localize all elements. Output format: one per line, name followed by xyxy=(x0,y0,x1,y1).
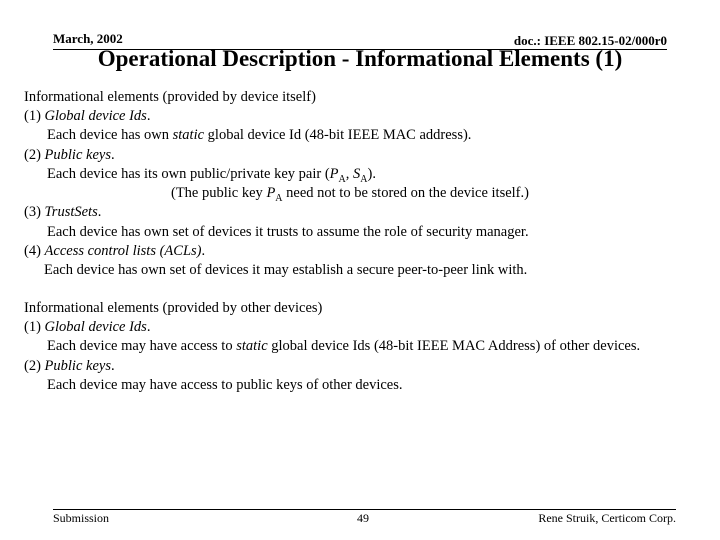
item-punct: . xyxy=(110,358,115,374)
subscript: A xyxy=(338,173,346,185)
item-term: Public keys xyxy=(44,147,111,163)
desc-text: Each device has its own public/private key pair ( xyxy=(47,166,330,182)
header-doc-id: doc.: IEEE 802.15-02/000r0 xyxy=(513,33,667,48)
key-symbol: P xyxy=(329,166,339,182)
note-text: (The public key xyxy=(171,185,267,201)
desc-text: Each device may have access to xyxy=(47,338,237,354)
item-number: (3) xyxy=(24,204,45,220)
desc-emphasis: static xyxy=(172,127,205,143)
item-number: (4) xyxy=(24,243,45,259)
note-text: need not to be stored on the device itself.) xyxy=(282,185,529,201)
item-punct: . xyxy=(146,319,151,335)
footer-author: Rene Struik, Certicom Corp. xyxy=(538,511,676,525)
section1-item1-desc xyxy=(47,127,471,144)
section1-item1 xyxy=(24,108,150,125)
item-term: Global device Ids xyxy=(44,319,147,335)
item-punct: . xyxy=(201,243,206,259)
desc-text: ). xyxy=(367,166,376,182)
section2-heading: Informational elements (provided by other devices) xyxy=(24,300,323,316)
section1-item2-desc xyxy=(47,166,376,183)
footer-rule xyxy=(53,509,676,510)
section1-item2-note xyxy=(171,185,529,202)
section1-item4-desc: Each device has own set of devices it may establish a secure peer-to-peer link with. xyxy=(44,262,528,278)
item-term: Global device Ids xyxy=(44,108,147,124)
section1-item3 xyxy=(24,204,101,221)
item-punct: . xyxy=(97,204,102,220)
item-number: (2) xyxy=(24,358,45,374)
item-punct: . xyxy=(110,147,115,163)
header-date: March, 2002 xyxy=(53,31,123,46)
section1-item4 xyxy=(24,243,205,260)
desc-text: Each device has own xyxy=(47,127,173,143)
key-symbol: S xyxy=(353,166,361,182)
section1-heading: Informational elements (provided by device itself) xyxy=(24,89,316,105)
desc-text: , xyxy=(345,166,353,182)
slide-title: Operational Description - Informational Elements (1) xyxy=(97,46,623,71)
item-punct: . xyxy=(146,108,151,124)
item-term: Public keys xyxy=(44,358,111,374)
item-number: (1) xyxy=(24,108,45,124)
item-number: (2) xyxy=(24,147,45,163)
section1-item2 xyxy=(24,147,115,164)
item-number: (1) xyxy=(24,319,45,335)
section1-item3-desc: Each device has own set of devices it trusts to assume the role of security manager. xyxy=(47,224,529,240)
desc-text: global device Ids (48-bit IEEE MAC Address) of other devices. xyxy=(267,338,641,354)
subscript: A xyxy=(360,173,368,185)
footer-submission: Submission xyxy=(53,511,110,525)
section2-item1 xyxy=(24,319,150,336)
item-term: Access control lists (ACLs) xyxy=(44,243,202,259)
section2-item1-desc xyxy=(47,338,640,355)
footer-page-number: 49 xyxy=(357,511,369,525)
subscript: A xyxy=(275,192,283,204)
section2-item2 xyxy=(24,358,115,375)
desc-emphasis: static xyxy=(236,338,268,354)
desc-text: global device Id (48-bit IEEE MAC address). xyxy=(204,127,472,143)
item-term: TrustSets xyxy=(44,204,98,220)
key-symbol: P xyxy=(266,185,276,201)
section2-item2-desc: Each device may have access to public keys of other devices. xyxy=(47,377,403,393)
